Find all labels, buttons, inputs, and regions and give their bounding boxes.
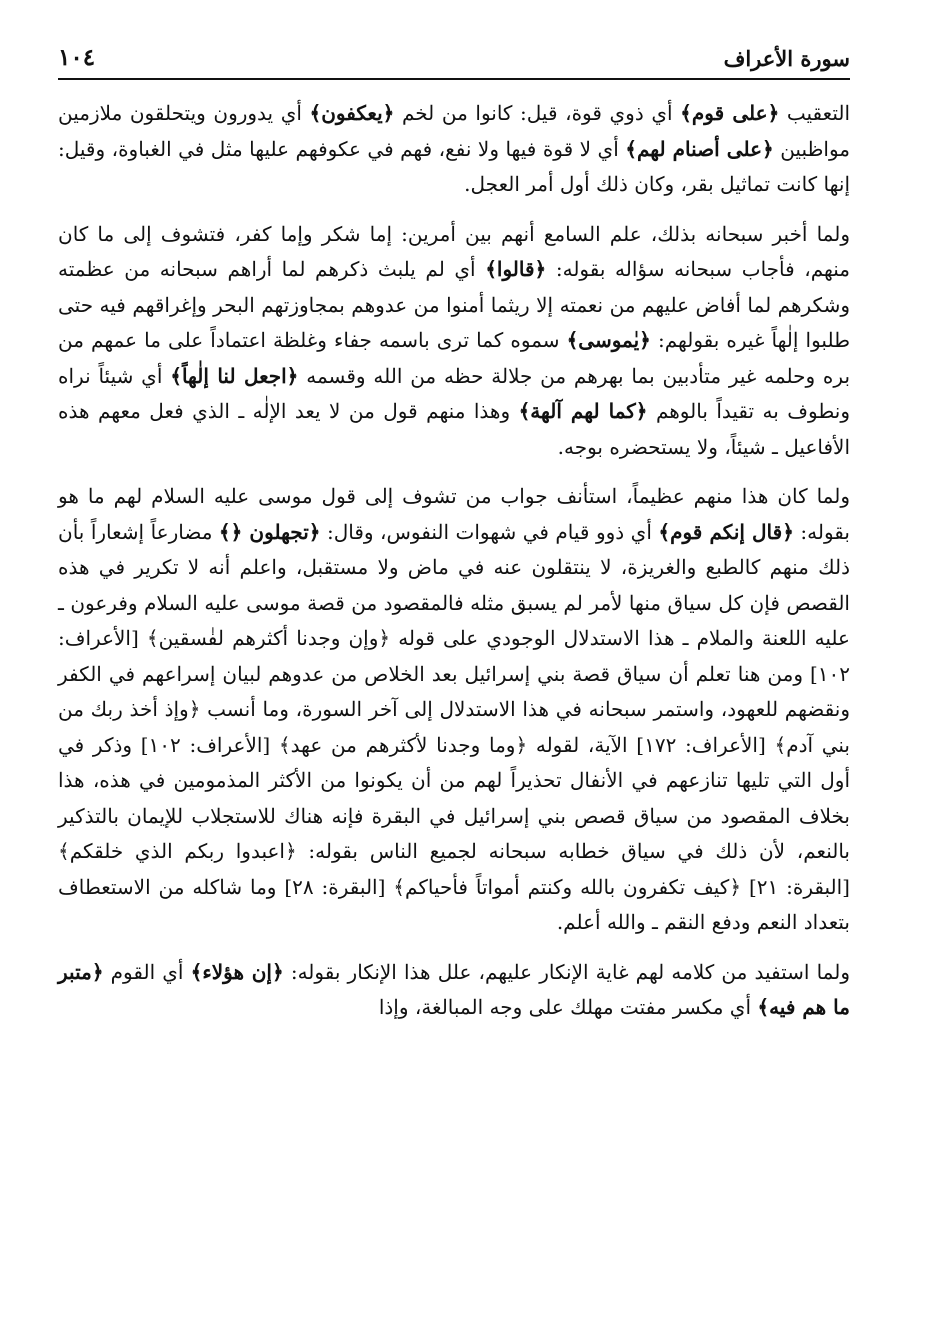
paragraph-text: التعقيب — [779, 101, 851, 125]
paragraph-text: ولما كان هذا منهم عظيماً، استأنف جواب من تشوف إلى قول موسى عليه السلام لهم ما هو بقوله: — [58, 484, 850, 544]
quran-quote: ﴿يعكفون﴾ — [309, 101, 395, 125]
quran-quote: ﴿قالوا﴾ — [485, 257, 547, 281]
paragraph-text: أي ذوي قوة، قيل: كانوا من لخم — [394, 101, 681, 125]
quran-quote: ﴿تجهلون ﴿﴾ — [218, 519, 321, 544]
paragraph-text: أي مكسر مفتت مهلك على وجه المبالغة، وإذا — [378, 995, 758, 1019]
paragraph-text: أي شيئاً نراه ونطوف به تقيداً بالوهم — [58, 363, 850, 423]
quran-quote: ﴿كما لهم آلهة﴾ — [518, 399, 648, 423]
paragraph-text: أي يدورون ويتحلقون ملازمين مواظبين — [58, 101, 851, 161]
sura-title: سورة الأعراف — [723, 46, 850, 71]
document-body — [58, 96, 850, 1026]
paragraph-text: وهذا منهم قول من لا يعد الإلٰه ـ الذي فعل معهم هذه الأفاعيل ـ شيئاً، ولا يستحضره بوجه. — [58, 399, 850, 459]
quran-quote: ﴿يٰموسى﴾ — [566, 328, 651, 352]
paragraph-text: سموه كما ترى باسمه جفاء وغلظة اعتماداً على ما عمهم من بره وحلمه غير متأدبين بما بهرهم من جلالة حظه من الله وقسمه — [58, 328, 851, 388]
paragraph — [58, 96, 850, 203]
paragraph-text: أي لا قوة فيها ولا نفع، فهم في عكوفهم عليها مثل في الغباوة، وقيل: إنها كانت تماثيل بقر، وكان ذلك أول أمر العجل. — [58, 136, 850, 196]
quran-quote: ﴿على أصنام لهم﴾ — [625, 136, 774, 161]
paragraph-text: أي ذوو قيام في شهوات النفوس، وقال: — [320, 519, 659, 544]
paragraph — [58, 479, 850, 941]
paragraph-text: أي لم يلبث ذكرهم لما أراهم سبحانه من عظمته وشكرهم لما أفاض عليهم من نعمته إلا ريثما أمنوا من عدوهم بمجاوزتهم البحر وإغراقهم فيه حتى طلبوا إلٰهاً غيره بقولهم: — [58, 257, 850, 352]
quran-quote: ﴿متبر ما هم فيه﴾ — [58, 959, 850, 1019]
paragraph — [58, 217, 850, 466]
paragraph-text: مضارعاً إشعاراً بأن ذلك منهم كالطبع والغريزة، لا ينتقلون عنه في ماض ولا مستقبل، واعلم أنه لا تكرير في هذه القصص فإن كل سياق منها لأمر لم يسبق مثله فالمقصود من قصة موسى عليه السلام وفرعون ـ عليه اللعنة والملام ـ هذا الاستدلال الوجودي على قوله ﴿وإن وجدنا أكثرهم لفٰسقين﴾ [الأعراف: ١٠٢] ومن هنا تعلم أن سياق قصة بني إسرائيل بعد الخلاص من عدوهم لبيان إسراعهم في الكفر ونقضهم للعهود، واستمر سبحانه في هذا الاستدلال إلى آخر السورة، وما أنسب ﴿وإذ أخذ ربك من بني آدم﴾ [الأعراف: ١٧٢] الآية، لقوله ﴿وما وجدنا لأكثرهم من عهد﴾ [الأعراف: ١٠٢] وذكر في أول التي تليها تنازعهم في الأنفال تحذيراً لهم من أن يكونوا من الأكثر المذمومين في هذه، هذا بخلاف المقصود من سياق قصص بني إسرائيل في البقرة فإنه هناك للاستجلاب للإيمان بالتذكير بالنعم، لأن ذلك في سياق خطابه سبحانه لجميع الناس بقوله: ﴿اعبدوا ربكم الذي خلقكم﴾ [البقرة: ٢١] ﴿كيف تكفرون بالله وكنتم أمواتاً فأحياكم﴾ [البقرة: ٢٨] وما شاكله من الاستعطاف بتعداد النعم ودفع النقم ـ والله أعلم. — [58, 519, 851, 934]
paragraph-text: أي القوم — [103, 959, 191, 984]
quran-quote: ﴿اجعل لنا إلٰهاً﴾ — [170, 363, 299, 388]
quran-quote: ﴿قال إنكم قوم﴾ — [658, 519, 794, 544]
paragraph-text: ولما أخبر سبحانه بذلك، علم السامع أنهم بين أمرين: إما شكر وإما كفر، فتشوف إلى ما كان منهم، فأجاب سبحانه سؤاله بقوله: — [58, 221, 851, 281]
page-header — [58, 42, 850, 80]
quran-quote: ﴿إن هؤلاء﴾ — [190, 959, 284, 984]
quran-quote: ﴿على قوم﴾ — [680, 101, 780, 125]
paragraph — [58, 955, 850, 1026]
document-page — [58, 42, 850, 1312]
paragraph-text: ولما استفيد من كلامه لهم غاية الإنكار عليهم، علل هذا الإنكار بقوله: — [283, 959, 850, 984]
page-number: ١٠٤ — [58, 44, 96, 71]
